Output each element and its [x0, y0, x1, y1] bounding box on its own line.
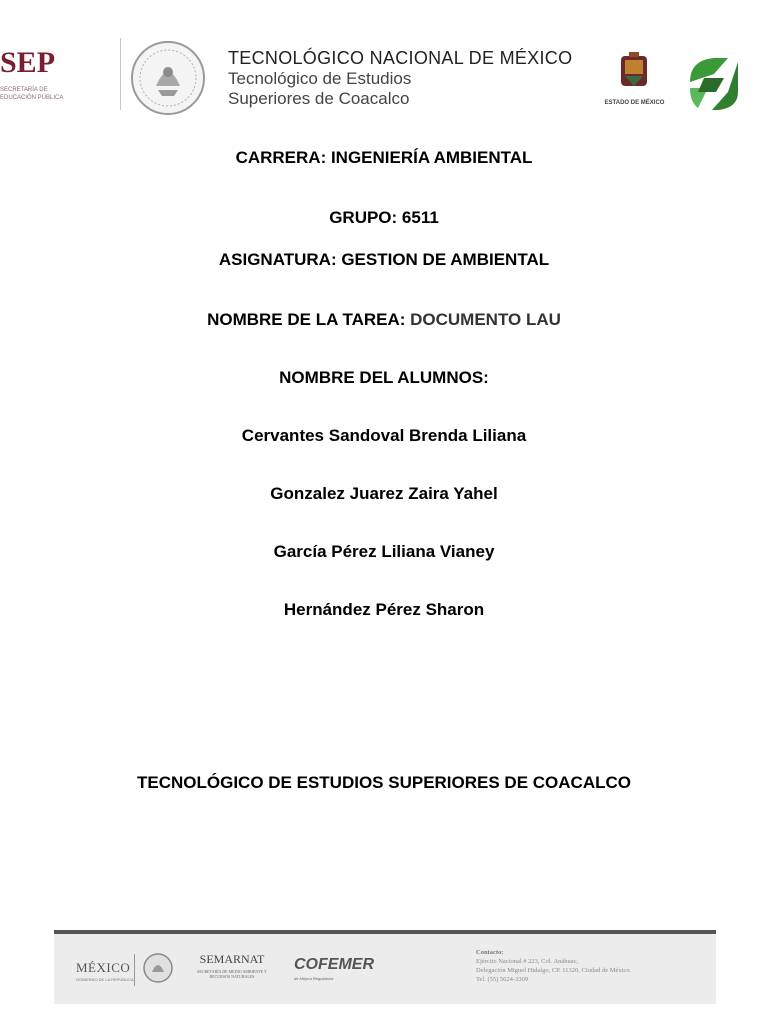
contact-address: Ejército Nacional # 223, Col. Anáhuac, — [476, 958, 579, 965]
edomex-logo — [587, 50, 682, 114]
institution-name: TECNOLÓGICO DE ESTUDIOS SUPERIORES DE COACALCO — [137, 773, 631, 792]
asignatura-line: ASIGNATURA: GESTION DE AMBIENTAL — [218, 250, 550, 269]
tecnm-title-block — [228, 47, 588, 109]
alumnos-label: NOMBRE DEL ALUMNOS: — [279, 368, 489, 387]
student-name: García Pérez Liliana Vianey — [273, 542, 495, 561]
footer-seal-icon — [142, 952, 174, 984]
tescoa-line-2: Superiores de Coacalco — [228, 89, 410, 108]
contact-address: Delegación Miguel Hidalgo, CP. 11320, Ciudad de México. — [476, 967, 632, 974]
edomex-shield-icon — [587, 50, 682, 98]
footer-mexico-logo: MÉXICO — [76, 960, 131, 975]
student-name: Gonzalez Juarez Zaira Yahel — [270, 484, 498, 503]
grupo-line: GRUPO: 6511 — [329, 208, 439, 227]
tarea-value: DOCUMENTO LAU — [410, 310, 561, 329]
contact-phone: Tel. (55) 5624-3309 — [476, 976, 529, 983]
semarnat-subtitle: SECRETARÍA DE MEDIO AMBIENTE Y RECURSOS NATURALES — [197, 969, 267, 979]
letterhead — [0, 0, 768, 145]
student-name: Cervantes Sandoval Brenda Liliana — [241, 426, 527, 445]
tescoa-logo-icon — [684, 52, 744, 114]
sep-logo-subtitle: SECRETARÍA DE EDUCACIÓN PÚBLICA — [0, 87, 64, 101]
header-divider — [120, 38, 121, 110]
tecnm-title: TECNOLÓGICO NACIONAL DE MÉXICO — [228, 48, 573, 68]
sep-logo — [0, 44, 110, 114]
footer-divider — [134, 954, 135, 986]
contact-heading: Contacto: — [476, 949, 504, 956]
tarea-line — [0, 310, 768, 330]
carrera-line: CARRERA: INGENIERÍA AMBIENTAL — [235, 148, 533, 167]
cofemer-subtitle: de Mejora Regulatoria — [294, 976, 334, 981]
mexico-coat-of-arms-icon — [128, 38, 208, 118]
tarea-label: NOMBRE DE LA TAREA: — [207, 310, 411, 329]
semarnat-title: SEMARNAT — [199, 952, 265, 966]
footer-banner — [54, 930, 716, 1004]
sep-logo-text: SEP — [0, 46, 56, 79]
footer-mexico-subtitle: GOBIERNO DE LA REPÚBLICA — [76, 977, 134, 982]
footer-contact — [476, 948, 706, 984]
student-name: Hernández Pérez Sharon — [283, 600, 485, 619]
tescoa-line-1: Tecnológico de Estudios — [228, 69, 412, 88]
footer-cofemer-logo: COFEMER — [294, 956, 374, 973]
footer-semarnat-logo — [197, 952, 267, 979]
edomex-label: ESTADO DE MÉXICO — [604, 100, 665, 106]
